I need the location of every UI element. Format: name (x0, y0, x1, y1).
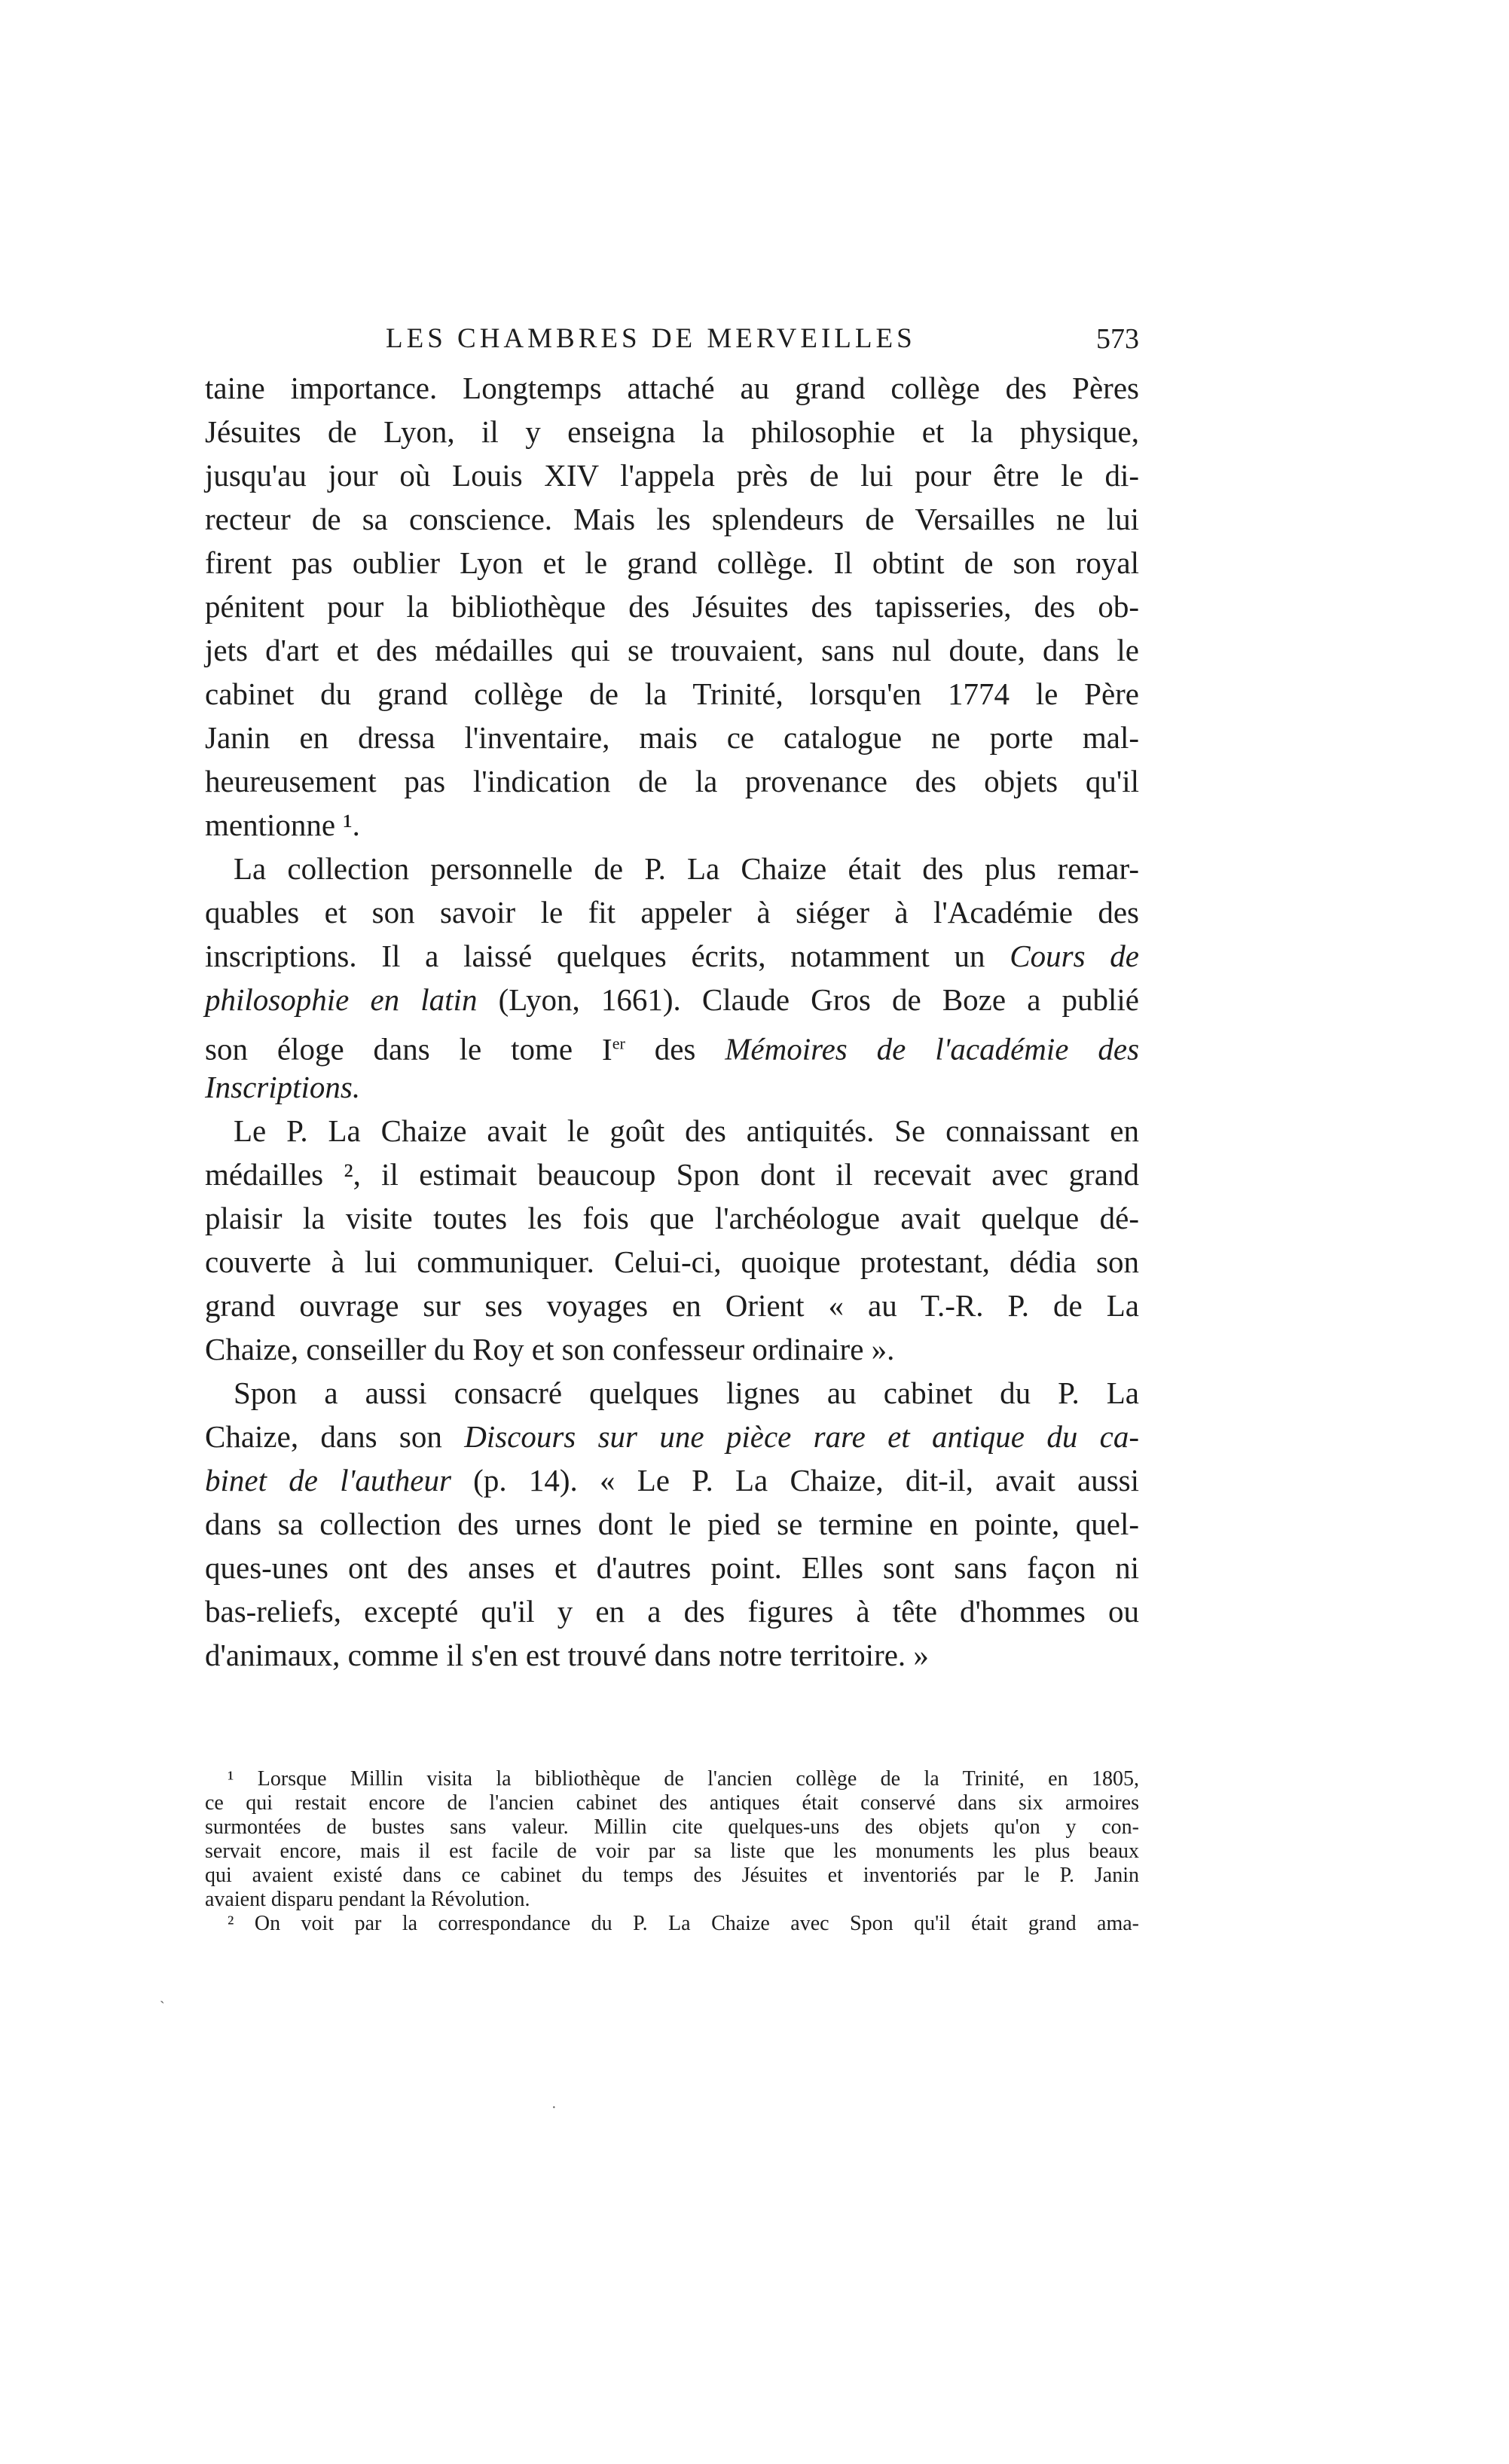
text-run: (Lyon, 1661). Claude Gros de Boze a publié (498, 982, 1139, 1017)
footnote-line: avaient disparu pendant la Révolution. (205, 1888, 530, 1911)
text-line: jets d'art et des médailles qui se trouvaient, sans nul doute, dans le (205, 633, 1139, 667)
italic-title: Inscriptions. (205, 1070, 361, 1104)
footnote-line: servait encore, mais il est facile de voir par sa liste que les monuments les plus beaux (205, 1840, 1139, 1863)
text-line: Chaize, conseiller du Roy et son confesseur ordinaire ». (205, 1332, 895, 1366)
text-line: mentionne ¹. (205, 808, 360, 842)
text-line: médailles ², il estimait beaucoup Spon dont il recevait avec grand (205, 1157, 1139, 1192)
text-line (205, 1065, 1139, 1109)
text-line (205, 934, 1139, 978)
text-line: dans sa collection des urnes dont le pied se termine en pointe, quel- (205, 1507, 1139, 1541)
footnote-line: surmontées de bustes sans valeur. Millin cite quelques-uns des objets qu'on y con- (205, 1815, 1139, 1839)
text-line: grand ouvrage sur ses voyages en Orient « au T.-R. P. de La (205, 1288, 1139, 1323)
text-line: taine importance. Longtemps attaché au grand collège des Pères (205, 371, 1139, 405)
text-line: Le P. La Chaize avait le goût des antiquités. Se connaissant en (234, 1113, 1139, 1148)
volume-number: Ier (602, 1031, 625, 1067)
text-line (205, 1415, 1139, 1458)
footnote-line: ce qui restait encore de l'ancien cabinet des antiques était conservé dans six armoires (205, 1791, 1139, 1815)
italic-title: binet de l'autheur (205, 1463, 451, 1498)
text-line: Spon a aussi consacré quelques lignes au cabinet du P. La (234, 1376, 1139, 1410)
text-line: plaisir la visite toutes les fois que l'archéologue avait quelque dé- (205, 1201, 1139, 1235)
italic-title: Cours de (1010, 939, 1139, 973)
text-line: La collection personnelle de P. La Chaize était des plus remar- (234, 851, 1139, 886)
body-text (205, 366, 1139, 1677)
text-line (205, 1458, 1139, 1502)
italic-title: philosophie en latin (205, 982, 478, 1017)
footnote-line: qui avaient existé dans ce cabinet du temps des Jésuites et inventoriés par le P. Janin (205, 1864, 1139, 1887)
print-speck: ˎ (160, 1987, 165, 2004)
running-title: LES CHAMBRES DE MERVEILLES (386, 323, 916, 354)
text-run: Chaize, dans son (205, 1419, 442, 1454)
text-line: jusqu'au jour où Louis XIV l'appela près de lui pour être le di- (205, 458, 1139, 493)
running-head (205, 322, 1139, 368)
text-line: d'animaux, comme il s'en est trouvé dans notre territoire. » (205, 1638, 929, 1672)
text-line: firent pas oublier Lyon et le grand collège. Il obtint de son royal (205, 545, 1139, 580)
text-run: inscriptions. Il a laissé quelques écrits, notamment un (205, 939, 985, 973)
text-line: recteur de sa conscience. Mais les splendeurs de Versailles ne lui (205, 502, 1139, 536)
text-line (205, 978, 1139, 1021)
footnote-line: ² On voit par la correspondance du P. La Chaize avec Spon qu'il était grand ama- (228, 1912, 1139, 1935)
text-line: ques-unes ont des anses et d'autres point. Elles sont sans façon ni (205, 1550, 1139, 1585)
italic-title: Discours sur une pièce rare et antique du ca- (464, 1419, 1140, 1454)
text-line: couverte à lui communiquer. Celui-ci, quoique protestant, dédia son (205, 1244, 1139, 1279)
text-line: cabinet du grand collège de la Trinité, lorsqu'en 1774 le Père (205, 676, 1139, 711)
text-run: son éloge dans le tome (205, 1031, 573, 1067)
italic-title: Mémoires de l'académie des (725, 1031, 1140, 1067)
text-line (205, 1021, 1139, 1065)
print-speck: · (551, 2099, 557, 2116)
footnotes (205, 1767, 1139, 1936)
text-line: Jésuites de Lyon, il y enseigna la philosophie et la physique, (205, 414, 1139, 449)
text-line: quables et son savoir le fit appeler à siéger à l'Académie des (205, 895, 1139, 930)
footnote-line: ¹ Lorsque Millin visita la bibliothèque de l'ancien collège de la Trinité, en 1805, (228, 1767, 1139, 1791)
text-line: bas-reliefs, excepté qu'il y en a des figures à tête d'hommes ou (205, 1594, 1139, 1629)
text-run: (p. 14). « Le P. La Chaize, dit-il, avait aussi (473, 1463, 1140, 1498)
text-run: des (654, 1031, 696, 1067)
text-line: heureusement pas l'indication de la provenance des objets qu'il (205, 764, 1139, 798)
page-number: 573 (1096, 323, 1139, 355)
text-line: pénitent pour la bibliothèque des Jésuites des tapisseries, des ob- (205, 589, 1139, 624)
text-line: Janin en dressa l'inventaire, mais ce catalogue ne porte mal- (205, 720, 1139, 755)
